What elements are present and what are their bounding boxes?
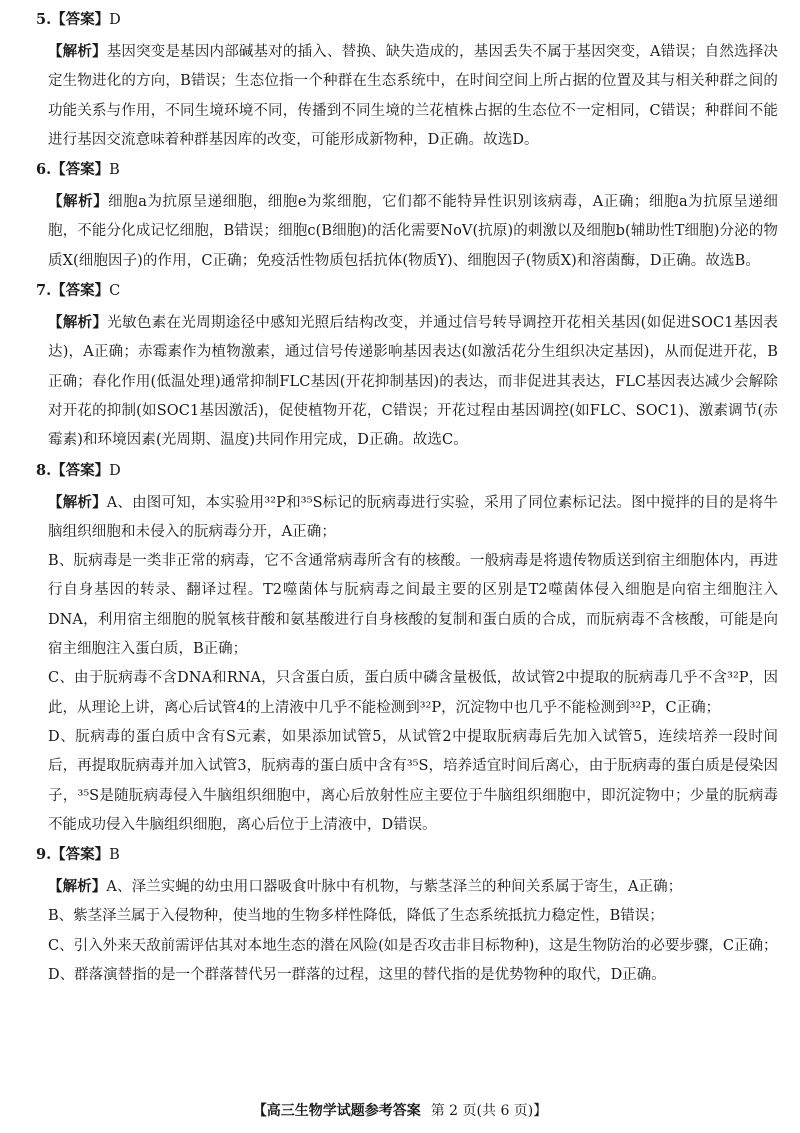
page-footer [0, 1100, 800, 1120]
analysis-paragraph [36, 187, 778, 276]
answer-line [36, 279, 778, 303]
answer-line [36, 158, 778, 182]
question-7 [36, 279, 778, 455]
analysis-tag: 【解析】 [48, 43, 107, 60]
analysis-paragraph [36, 308, 778, 455]
answer-line [36, 459, 778, 483]
question-5 [36, 8, 778, 155]
analysis-paragraph [36, 37, 778, 155]
option-c-analysis: C、由于朊病毒不含DNA和RNA，只含蛋白质，蛋白质中磷含量极低，故试管2中提取的朊病毒几乎不含³²P，因此，从理论上讲，离心后试管4的上清液中几乎不能检测到³²P，沉淀物中也几乎不能检测到³²P，C正确； [48, 670, 778, 716]
page-number: 第 2 页(共 6 页)】 [430, 1103, 548, 1119]
answer-line [36, 8, 778, 32]
footer-title: 【高三生物学试题参考答案 [252, 1103, 421, 1119]
question-number: 6. [36, 161, 52, 179]
analysis-paragraph [36, 488, 778, 548]
answer-tag: 【答案】 [51, 161, 110, 179]
answer-value: D [109, 462, 121, 479]
option-c-analysis: C、引入外来天敌前需评估其对本地生态的潜在风险(如是否攻击非目标物种)，这是生物防治的必要步骤，C正确； [48, 937, 778, 954]
option-b-analysis: B、朊病毒是一类非正常的病毒，它不含通常病毒所含有的核酸。一般病毒是将遗传物质送到宿主细胞体内，再进行自身基因的转录、翻译过程。T2噬菌体与朊病毒之间最主要的区别是T2噬菌体侵入细胞是向宿主细胞注入DNA，利用宿主细胞的脱氧核苷酸和氨基酸进行自身核酸的复制和蛋白质的合成，而朊病毒不含核酸，可能是向宿主细胞注入蛋白质，B正确； [48, 553, 778, 658]
question-number: 7. [36, 282, 52, 300]
analysis-text: 细胞a为抗原呈递细胞，细胞e为浆细胞，它们都不能特异性识别该病毒，A正确；细胞a为抗原呈递细胞，不能分化成记忆细胞，B错误；细胞c(B细胞)的活化需要NoV(抗原)的刺激以及细胞b(辅助性T细胞)分泌的物质X(细胞因子)的作用，C正确；免疫活性物质包括抗体(物质Y)、细胞因子(物质X)和溶菌酶，D正确。故选B。 [48, 194, 778, 269]
analysis-tag: 【解析】 [48, 314, 108, 332]
answer-line [36, 843, 778, 867]
question-number: 8. [36, 461, 52, 479]
question-9 [36, 843, 778, 990]
answer-content [36, 8, 778, 990]
answer-tag: 【答案】 [51, 11, 110, 28]
answer-tag: 【答案】 [51, 282, 110, 300]
analysis-tag: 【解析】 [48, 878, 107, 896]
answer-value: B [109, 847, 120, 864]
answer-tag: 【答案】 [51, 461, 110, 479]
question-8 [36, 459, 778, 841]
analysis-tag: 【解析】 [48, 193, 109, 211]
analysis-text: 基因突变是基因内部碱基对的插入、替换、缺失造成的，基因丢失不属于基因突变，A错误；自然选择决定生物进化的方向，B错误；生态位指一个种群在生态系统中，在时间空间上所占据的位置及其与相关种群之间的功能关系与作用，不同生境环境不同，传播到不同生境的兰花植株占据的生态位不一定相同，C错误；种群间不能进行基因交流意味着种群基因库的改变，可能形成新物种，D正确。故选D。 [48, 44, 778, 148]
option-d-analysis: D、群落演替指的是一个群落替代另一群落的过程，这里的替代指的是优势物种的取代，D正确。 [48, 967, 666, 984]
analysis-text: A、泽兰实蝇的幼虫用口器吸食叶脉中有机物，与紫茎泽兰的种间关系属于寄生，A正确； [106, 879, 683, 896]
analysis-text: 光敏色素在光周期途径中感知光照后结构改变，并通过信号转导调控开花相关基因(如促进SOC1基因表达)，A正确；赤霉素作为植物激素，通过信号传递影响基因表达(如激活花分生组织决定基因)，从而促进开花，B正确；春化作用(低温处理)通常抑制FLC基因(开花抑制基因)的表达，而非促进其表达，FLC基因表达减少会解除对开花的抑制(如SOC1基因激活)，促使植物开花，C错误；开花过程由基因调控(如FLC、SOC1)、激素调节(赤霉素)和环境因素(光周期、温度)共同作用完成，D正确。故选C。 [48, 315, 778, 449]
option-d-analysis: D、朊病毒的蛋白质中含有S元素，如果添加试管5，从试管2中提取朊病毒后先加入试管5，连续培养一段时间后，再提取朊病毒并加入试管3，朊病毒的蛋白质中含有³⁵S，培养适宜时间后离心，由于朊病毒的蛋白质是侵染因子，³⁵S是随朊病毒侵入牛脑组织细胞中，离心后放射性应主要位于牛脑组织细胞中，即沉淀物中；少量的朊病毒不能成功侵入牛脑组织细胞，离心后位于上清液中，D错误。 [48, 728, 778, 833]
answer-value: B [109, 162, 120, 179]
option-b-analysis: B、紫茎泽兰属于入侵物种，使当地的生物多样性降低，降低了生态系统抵抗力稳定性，B错误； [48, 908, 664, 925]
question-number: 9. [36, 846, 52, 864]
answer-value: D [109, 12, 121, 28]
analysis-tag: 【解析】 [48, 493, 107, 511]
question-6 [36, 158, 778, 276]
answer-value: C [109, 283, 121, 300]
analysis-paragraph [36, 872, 778, 902]
analysis-text: A、由图可知，本实验用³²P和³⁵S标记的朊病毒进行实验，采用了同位素标记法。图中搅拌的目的是将牛脑组织细胞和未侵入的朊病毒分开，A正确； [48, 494, 778, 540]
answer-tag: 【答案】 [51, 846, 110, 864]
question-number: 5. [36, 11, 52, 28]
